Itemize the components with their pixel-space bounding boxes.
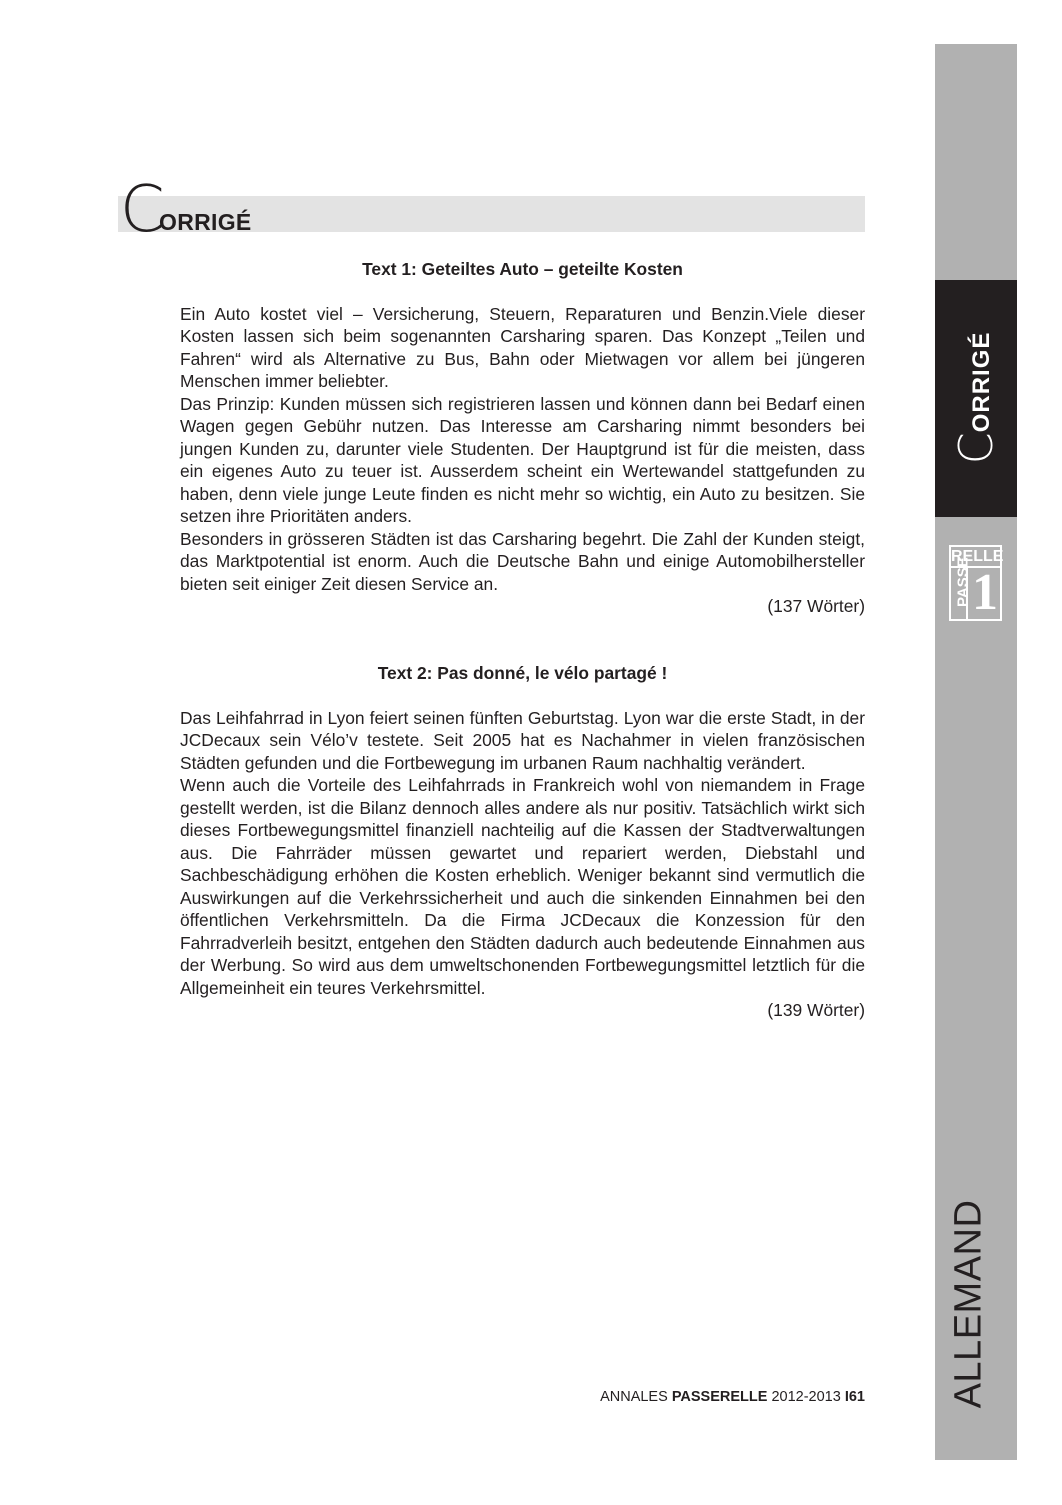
text1-word-count: (137 Wörter) [767, 596, 865, 616]
footer-separator: I [844, 1389, 849, 1405]
sidebar-corrige-rest: ORRIGÉ [968, 331, 995, 433]
passerelle-logo [949, 545, 1002, 621]
text2-paragraph: Das Leihfahrrad in Lyon feiert seinen fünften Geburtstag. Lyon war die erste Stadt, in der JCDecaux sein Vélo’v testete. Seit 2005 hat es Nachahmer in vielen französischen Städten gefunden und die Fortbewegung im urbanen Raum nachhaltig verändert. [180, 707, 865, 773]
page-footer [600, 1389, 865, 1405]
text1-paragraph: Das Prinzip: Kunden müssen sich registrieren lassen und können dann bei Bedarf einen Wagen gegen Gebühr nutzen. Das Interesse am Carsharing nimmt besonders bei jungen Kunden zu, darunter viele Studenten. Der Hauptgrund ist für die meisten, dass ein eigenes Auto zu teuer ist. Ausserdem scheint ein Wertewandel stattgefunden zu haben, denn viele junge Leute finden es nicht mehr so wichtig, ein Auto zu besitzen. Sie setzen ihre Prioritäten anders. [180, 393, 865, 526]
sidebar-corrige-label [949, 332, 1003, 465]
footer-years: 2012-2013 [771, 1389, 841, 1405]
text1-title: Text 1: Geteiltes Auto – geteilte Kosten [362, 259, 683, 279]
text2-section [180, 662, 865, 1022]
header-title: ORRIGÉ [159, 209, 252, 235]
text1-paragraph: Besonders in grösseren Städten ist das Carsharing begehrt. Die Zahl der Kunden steigt, das Marktpotential ist enorm. Auch die Deutsche Bahn und einige Automobilhersteller bieten seit einiger Zeit diesen Service an. [180, 528, 865, 594]
logo-number: 1 [972, 564, 998, 621]
text2-title: Text 2: Pas donné, le vélo partagé ! [377, 663, 668, 683]
footer-annales: ANNALES [600, 1389, 668, 1405]
page-number: 61 [848, 1389, 865, 1405]
text2-word-count: (139 Wörter) [767, 1000, 865, 1020]
text2-paragraph: Wenn auch die Vorteile des Leihfahrrads in Frankreich wohl von niemandem in Frage gestellt werden, ist die Bilanz dennoch alles andere als nur positiv. Tatsächlich wirkt sich dieses Fortbewegungsmittel finanziell nachteilig auf die Kassen der Stadtverwaltungen aus. Die Fahrräder müssen gewartet und repariert werden, Diebstahl und Sachbeschädigung erhöhen die Kosten erheblich. Weniger bekannt sind vermutlich die Auswirkungen auf die Verkehrssicherheit und auch die sinkenden Einnahmen bei den öffentlichen Verkehrsmitteln. Da die Firma JCDecaux die Konzession für den Fahrradverleih besitzt, entgehen den Städten dadurch auch bedeutende Einnahmen aus der Werbung. So wird aus dem umweltschonenden Fortbewegungsmittel letztlich für die Allgemeinheit ein teures Verkehrsmittel. [180, 775, 865, 998]
footer-passerelle: PASSERELLE [671, 1389, 768, 1405]
sidebar-subject: ALLEMAND [947, 1199, 990, 1409]
header-initial: C [120, 173, 165, 247]
text1-paragraph: Ein Auto kostet viel – Versicherung, Steuern, Reparaturen und Benzin.Viele dieser Kosten lassen sich beim sogenannten Carsharing sparen. Das Konzept „Teilen und Fahren“ wird als Alternative zu Bus, Bahn oder Mietwagen vor allem bei jüngeren Menschen immer beliebter. [180, 303, 865, 391]
logo-side-text: PASSE [954, 557, 972, 607]
text1-section [180, 258, 865, 618]
sidebar-corrige-initial: C [949, 432, 1003, 465]
logo-top-text: RELLE [951, 547, 1000, 568]
